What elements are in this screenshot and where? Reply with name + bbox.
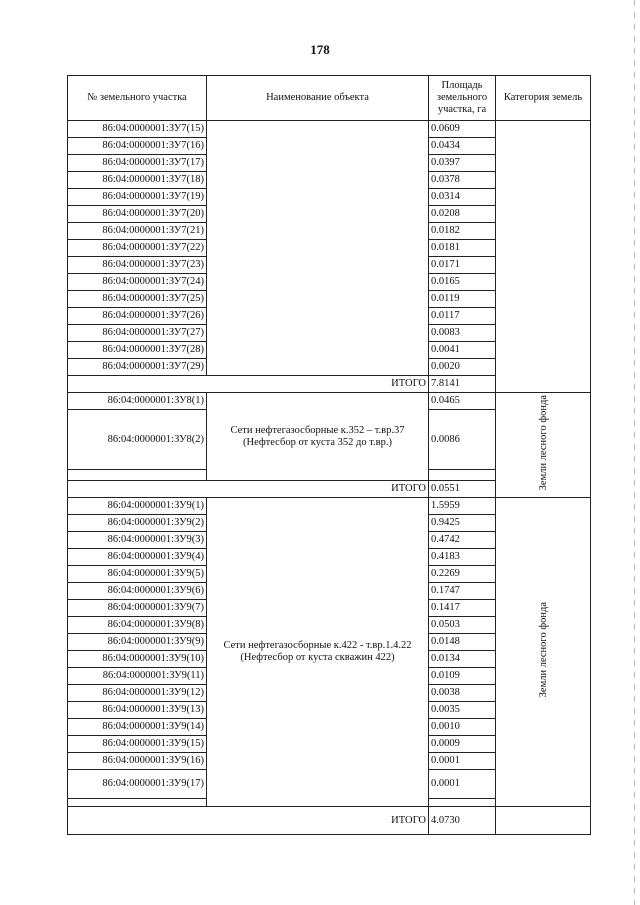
plot-number-cell: 86:04:0000001:ЗУ7(17) <box>68 155 207 172</box>
area-cell: 0.0171 <box>429 257 496 274</box>
plot-number-cell: 86:04:0000001:ЗУ9(17) <box>68 770 207 799</box>
plot-number-cell: 86:04:0000001:ЗУ9(15) <box>68 736 207 753</box>
total-label-cell: ИТОГО <box>68 481 429 498</box>
area-cell: 0.0001 <box>429 753 496 770</box>
total-value-cell: 7.8141 <box>429 376 496 393</box>
area-cell: 0.0038 <box>429 685 496 702</box>
area-cell: 0.4183 <box>429 549 496 566</box>
plot-number-cell: 86:04:0000001:ЗУ9(12) <box>68 685 207 702</box>
total-value-cell: 4.0730 <box>429 807 496 835</box>
plot-number-cell: 86:04:0000001:ЗУ7(23) <box>68 257 207 274</box>
area-cell: 0.0181 <box>429 240 496 257</box>
area-cell: 0.2269 <box>429 566 496 583</box>
plot-number-cell <box>68 799 207 807</box>
land-category-cell <box>496 498 591 807</box>
area-cell: 0.0041 <box>429 342 496 359</box>
object-name-cell: Сети нефтегазосборные к.352 – т.вр.37 (Нефтесбор от куста 352 до т.вр.) <box>207 393 429 481</box>
plot-number-cell: 86:04:0000001:ЗУ8(2) <box>68 410 207 470</box>
area-cell: 0.0378 <box>429 172 496 189</box>
land-category-label: Земли лесного фонда <box>537 395 549 491</box>
area-cell: 0.0134 <box>429 651 496 668</box>
total-label-cell: ИТОГО <box>68 376 429 393</box>
area-cell: 0.0020 <box>429 359 496 376</box>
land-category-cell <box>496 393 591 498</box>
plot-number-cell: 86:04:0000001:ЗУ7(19) <box>68 189 207 206</box>
header-plot-number: № земельного участка <box>68 76 207 121</box>
plot-number-cell: 86:04:0000001:ЗУ7(18) <box>68 172 207 189</box>
plot-number-cell: 86:04:0000001:ЗУ9(6) <box>68 583 207 600</box>
area-cell: 0.0035 <box>429 702 496 719</box>
total-value-cell: 0.0551 <box>429 481 496 498</box>
area-cell: 0.0465 <box>429 393 496 410</box>
header-area: Площадь земельного участка, га <box>429 76 496 121</box>
plot-number-cell: 86:04:0000001:ЗУ7(20) <box>68 206 207 223</box>
area-cell: 0.0397 <box>429 155 496 172</box>
area-cell <box>429 799 496 807</box>
area-cell: 0.9425 <box>429 515 496 532</box>
page-number: 178 <box>310 42 330 57</box>
object-name-cell: Сети нефтегазосборные к.422 - т.вр.1.4.22 (Нефтесбор от куста скважин 422) <box>207 498 429 807</box>
area-cell: 0.0119 <box>429 291 496 308</box>
plot-number-cell: 86:04:0000001:ЗУ9(11) <box>68 668 207 685</box>
area-cell: 0.0182 <box>429 223 496 240</box>
plot-number-cell: 86:04:0000001:ЗУ9(13) <box>68 702 207 719</box>
plot-number-cell: 86:04:0000001:ЗУ9(4) <box>68 549 207 566</box>
plot-number-cell: 86:04:0000001:ЗУ9(2) <box>68 515 207 532</box>
area-cell: 0.0609 <box>429 121 496 138</box>
plot-number-cell: 86:04:0000001:ЗУ9(1) <box>68 498 207 515</box>
area-cell: 0.0208 <box>429 206 496 223</box>
total-row <box>68 807 591 835</box>
plot-number-cell: 86:04:0000001:ЗУ7(25) <box>68 291 207 308</box>
land-category-label: Земли лесного фонда <box>537 602 549 698</box>
area-cell: 0.0083 <box>429 325 496 342</box>
area-cell: 0.0117 <box>429 308 496 325</box>
plot-number-cell: 86:04:0000001:ЗУ8(1) <box>68 393 207 410</box>
plot-number-cell: 86:04:0000001:ЗУ9(16) <box>68 753 207 770</box>
plot-number-cell: 86:04:0000001:ЗУ7(29) <box>68 359 207 376</box>
plot-number-cell: 86:04:0000001:ЗУ9(10) <box>68 651 207 668</box>
area-cell: 0.4742 <box>429 532 496 549</box>
area-cell: 1.5959 <box>429 498 496 515</box>
area-cell: 0.1417 <box>429 600 496 617</box>
plot-number-cell: 86:04:0000001:ЗУ7(26) <box>68 308 207 325</box>
area-cell: 0.0503 <box>429 617 496 634</box>
scan-edge-line <box>634 0 635 905</box>
object-name-cell <box>207 121 429 376</box>
area-cell: 0.0109 <box>429 668 496 685</box>
plot-number-cell: 86:04:0000001:ЗУ7(27) <box>68 325 207 342</box>
plot-number-cell: 86:04:0000001:ЗУ7(21) <box>68 223 207 240</box>
area-cell: 0.0165 <box>429 274 496 291</box>
plot-number-cell: 86:04:0000001:ЗУ9(14) <box>68 719 207 736</box>
area-cell: 0.0148 <box>429 634 496 651</box>
plot-number-cell: 86:04:0000001:ЗУ7(22) <box>68 240 207 257</box>
area-cell <box>429 470 496 481</box>
area-cell: 0.0314 <box>429 189 496 206</box>
table-header-row <box>68 76 591 121</box>
header-object-name: Наименование объекта <box>207 76 429 121</box>
area-cell: 0.0086 <box>429 410 496 470</box>
area-cell: 0.0001 <box>429 770 496 799</box>
area-cell: 0.0010 <box>429 719 496 736</box>
header-category: Категория земель <box>496 76 591 121</box>
area-cell: 0.1747 <box>429 583 496 600</box>
plot-number-cell: 86:04:0000001:ЗУ9(8) <box>68 617 207 634</box>
plot-number-cell: 86:04:0000001:ЗУ7(28) <box>68 342 207 359</box>
plot-number-cell: 86:04:0000001:ЗУ9(5) <box>68 566 207 583</box>
table-row <box>68 498 591 515</box>
plot-number-cell: 86:04:0000001:ЗУ9(3) <box>68 532 207 549</box>
land-plots-table <box>67 75 591 835</box>
plot-number-cell <box>68 470 207 481</box>
table-row <box>68 121 591 138</box>
plot-number-cell: 86:04:0000001:ЗУ9(7) <box>68 600 207 617</box>
table-row <box>68 393 591 410</box>
area-cell: 0.0434 <box>429 138 496 155</box>
area-cell: 0.0009 <box>429 736 496 753</box>
plot-number-cell: 86:04:0000001:ЗУ9(9) <box>68 634 207 651</box>
land-category-cell <box>496 121 591 393</box>
plot-number-cell: 86:04:0000001:ЗУ7(16) <box>68 138 207 155</box>
plot-number-cell: 86:04:0000001:ЗУ7(24) <box>68 274 207 291</box>
plot-number-cell: 86:04:0000001:ЗУ7(15) <box>68 121 207 138</box>
land-category-cell <box>496 807 591 835</box>
total-label-cell: ИТОГО <box>68 807 429 835</box>
